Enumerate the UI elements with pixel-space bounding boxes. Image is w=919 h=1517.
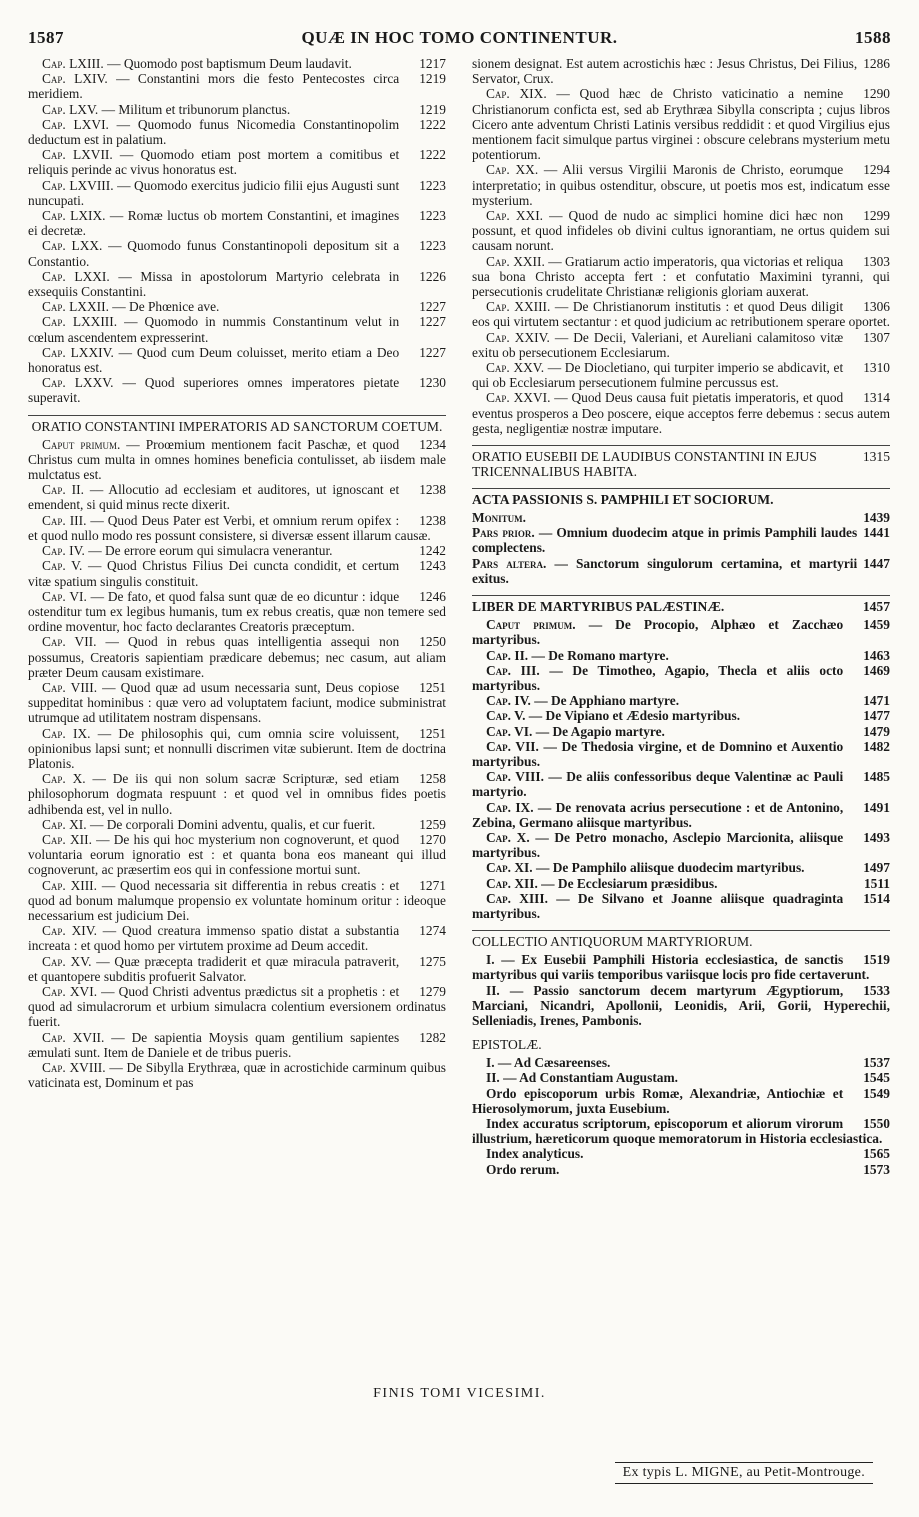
chapter-label: Cap. XVI.	[42, 983, 98, 999]
page-reference: 1565	[863, 1146, 890, 1162]
left-column	[28, 56, 446, 1090]
toc-entry	[28, 543, 446, 558]
chapter-title: — De Christianorum institutis : et quod Deus diligit eos qui virtutem sectantur : et quod judicium ac retributionem sperare oportet.	[472, 299, 890, 330]
chapter-title: — Gratiarum actio imperatoris, qua victorias et reliqua sua bona Christo accepta fert : et confutatio Maximini tyranni, qui persecutionis crudelitate Christianæ religionis gloriam auxerat.	[472, 253, 890, 300]
page-reference: 1514	[863, 890, 890, 906]
chapter-label: Cap. VIII.	[486, 769, 544, 785]
chapter-label: Cap. XVIII.	[42, 1060, 106, 1075]
chapter-label: Cap. XIV.	[42, 923, 97, 939]
toc-entry	[28, 558, 446, 588]
chapter-label: Pars altera.	[472, 555, 547, 571]
chapter-title: Ordo episcoporum urbis Romæ, Alexandriæ, Antiochiæ et Hierosolymorum, juxta Eusebium.	[472, 1085, 844, 1116]
page-reference: 1482	[863, 738, 890, 754]
chapter-label: Cap. II.	[42, 482, 84, 498]
toc-entry	[472, 86, 890, 162]
toc-entry	[472, 330, 890, 360]
page-reference: 1479	[863, 723, 890, 739]
chapter-label: Monitum.	[472, 510, 526, 526]
chapter-label: I.	[486, 1055, 495, 1071]
page-reference: 1441	[863, 525, 890, 541]
chapter-title: — De Decii, Valeriani, et Aureliani calamitoso vitæ exitu ob persecutionem Ecclesiarum.	[472, 329, 844, 360]
chapter-title: — Constantini mors die festo Pentecostes circa meridiem.	[28, 71, 400, 102]
chapter-label: Cap. V.	[42, 558, 83, 574]
chapter-title: — De philosophis qui, cum omnia scire voluissent, opinionibus lapsi sunt; et nonnulli discrimen vitæ subierunt. Item de doctrina Platonis.	[28, 725, 446, 771]
chapter-title: — Quod superiores omnes imperatores pietate superavit.	[28, 375, 400, 406]
page-reference: 1274	[419, 923, 446, 939]
chapter-label: Cap. LXVIII.	[42, 177, 114, 193]
page-reference: 1258	[419, 771, 446, 787]
page-number-right: 1588	[855, 28, 891, 47]
chapter-label: Pars prior.	[472, 525, 535, 541]
page-reference: 1549	[863, 1085, 890, 1101]
page-reference: 1315	[862, 449, 890, 465]
toc-entry	[28, 375, 446, 405]
chapter-title: — Quomodo exercitus judicio filii ejus Augusti sunt nuncupati.	[28, 177, 400, 208]
chapter-label: Cap. LXIV.	[42, 71, 108, 87]
chapter-label: Cap. LXIX.	[42, 208, 106, 224]
toc-entry	[28, 345, 446, 375]
page-reference: 1471	[863, 693, 890, 709]
toc-entry	[472, 1146, 890, 1161]
running-title: QUÆ IN HOC TOMO CONTINENTUR.	[301, 28, 618, 47]
page-reference: 1251	[419, 725, 446, 741]
page-reference: 1223	[419, 177, 446, 193]
page-reference: 1230	[419, 375, 446, 391]
page-reference: 1447	[863, 555, 890, 571]
page-reference: 1242	[419, 543, 446, 559]
page-reference: 1286	[863, 56, 890, 71]
page-reference: 1573	[863, 1161, 890, 1177]
page-reference: 1550	[863, 1115, 890, 1131]
chapter-title: — Quomodo in nummis Constantinum velut in cœlum ascendentem expresserint.	[28, 314, 400, 345]
chapter-label: I.	[486, 952, 495, 968]
chapter-label: Cap. III.	[42, 512, 87, 528]
toc-entry	[28, 680, 446, 726]
chapter-label: Cap. XVII.	[42, 1029, 105, 1045]
toc-entry	[472, 1070, 890, 1085]
toc-entry	[472, 510, 890, 525]
chapter-label: II.	[486, 1070, 500, 1086]
section-heading	[472, 445, 890, 479]
chapter-title: — De Apphiano martyre.	[534, 693, 680, 709]
chapter-title: — Quod cum Deum coluisset, merito etiam a Deo honoratus est.	[28, 344, 400, 376]
chapter-label: Cap. VIII.	[42, 679, 98, 695]
page-reference: 1457	[862, 599, 890, 615]
chapter-label: Cap. XXIII.	[486, 299, 551, 315]
page-reference: 1222	[419, 147, 446, 163]
page-reference: 1533	[863, 982, 890, 998]
toc-entry	[472, 617, 890, 647]
chapter-title: — Quod creatura immenso spatio distat a substantia increata : et quod homo per virtutem proxime ad Deum accedit.	[28, 923, 400, 954]
section-heading	[472, 930, 890, 949]
chapter-label: Cap. IX.	[42, 725, 91, 741]
chapter-title: — Passio sanctorum decem martyrum Ægyptiorum, Marciani, Nicandri, Apollonii, Leonidis, Arii, Gorii, Hyperechii, Selleniadis, Irenes, Pambonis.	[472, 982, 890, 1028]
chapter-title: — Quod Deus Pater est Verbi, et omnium rerum opifex : et quod nullo modo res possunt consistere, si diversæ essent illarum causæ.	[28, 512, 431, 543]
toc-entry	[28, 208, 446, 238]
toc-entry	[472, 1055, 890, 1070]
chapter-title: — Ex Eusebii Pamphili Historia ecclesiastica, de sanctis martyribus qui variis temporibus variisque locis pro fide certaverunt.	[472, 952, 870, 983]
chapter-label: Cap. LXVI.	[42, 116, 109, 132]
toc-entry	[472, 648, 890, 663]
toc-entry	[28, 817, 446, 832]
page-reference: 1217	[419, 56, 446, 71]
chapter-title: — De errore eorum qui simulacra venerantur.	[88, 543, 333, 559]
chapter-title: — Quod necessaria sit differentia in rebus creatis : et quod ad bonum malumque propensio ex voluntate hominum oritur : ideoque necessarium est judicium Dei.	[28, 877, 446, 923]
chapter-label: Cap. II.	[486, 647, 529, 663]
section-heading-text: ORATIO CONSTANTINI IMPERATORIS AD SANCTORUM COETUM.	[31, 418, 443, 434]
chapter-title: — Quæ præcepta tradiderit et quæ miracula patraverit, et quantopere subditis profuerit Salvator.	[28, 953, 400, 984]
toc-entry	[28, 238, 446, 268]
chapter-title: — De Petro monacho, Asclepio Marcionita, aliisque martyribus.	[472, 829, 844, 861]
section-heading	[472, 1037, 890, 1052]
page-reference: 1251	[419, 679, 446, 695]
chapter-label: Cap. LXXV.	[42, 375, 114, 391]
chapter-title: — De Pamphilo aliisque duodecim martyribus.	[535, 860, 805, 876]
chapter-title: — De Diocletiano, qui turpiter imperio se abdicavit, et qui ob Ecclesiarum persecutionem fulmine percussus est.	[472, 360, 844, 391]
chapter-label: Cap. VI.	[486, 723, 533, 739]
chapter-title: — Sanctorum singulorum certamina, et martyrii exitus.	[472, 555, 858, 586]
chapter-label: Cap. XXVI.	[486, 390, 551, 406]
chapter-title: — De Phœnice ave.	[112, 299, 220, 315]
chapter-title: sionem designat. Est autem acrostichis hæc : Jesus Christus, Dei Filius, Servator, Crux.	[472, 56, 858, 87]
printer-imprint: Ex typis L. MIGNE, au Petit-Montrouge.	[615, 1462, 873, 1484]
toc-entry	[472, 724, 890, 739]
chapter-title: — Quod hæc de Christo vaticinatio a nemine Christianorum conficta est, sed ab Erythræa Sibylla conscripta ; cujus libros Cicero ante adventum Christi Latinis versibus reddidit : et quod Virgilius ejus mentionem facit simulque partus virginei : obscure celebrans mysterium metu potentiorum.	[472, 86, 890, 163]
chapter-label: Cap. XII.	[486, 875, 538, 891]
section-heading-text: COLLECTIO ANTIQUORUM MARTYRIORUM.	[472, 934, 753, 950]
chapter-label: Cap. LXXIII.	[42, 314, 118, 330]
chapter-label: Cap. IV.	[42, 543, 85, 559]
toc-entry	[472, 800, 890, 830]
chapter-title: — Omnium duodecim atque in primis Pamphili laudes complectens.	[472, 525, 858, 556]
chapter-title: — Quod quæ ad usum necessaria sunt, Deus copiose suppeditat hominibus : quæ vero ad voluptatem faciunt, modice subministrat utrumque ad utilitatem nostram dispensans.	[28, 679, 446, 726]
chapter-label: Cap. LXV.	[42, 101, 99, 117]
toc-entry	[472, 299, 890, 329]
chapter-title: — Allocutio ad ecclesiam et auditores, ut ignoscant et emendent, si quid minus recte dixerit.	[28, 482, 400, 513]
toc-entry	[28, 147, 446, 177]
toc-entry	[472, 830, 890, 860]
chapter-label: Cap. X.	[486, 829, 530, 845]
chapter-label: Cap. XIII.	[486, 890, 548, 906]
toc-entry	[472, 663, 890, 693]
section-heading-text: ORATIO EUSEBII DE LAUDIBUS CONSTANTINI IN EJUS TRICENNALIBUS HABITA.	[472, 449, 817, 480]
page-reference: 1299	[863, 208, 890, 224]
toc-entry	[28, 726, 446, 772]
page-reference: 1306	[863, 299, 890, 315]
toc-entry	[28, 314, 446, 344]
chapter-label: Cap. XV.	[42, 953, 92, 969]
chapter-label: Cap. XXI.	[486, 208, 544, 224]
toc-entry	[472, 1116, 890, 1146]
page-reference: 1219	[419, 71, 446, 87]
chapter-title: — Quod Deus causa fuit pietatis imperatoris, et quod eventus prosperos a Deo poscere, eique acceptos ferre debemus : secus autem gesta, negligentiæ nostræ imputare.	[472, 390, 890, 436]
toc-entry	[28, 634, 446, 680]
section-heading	[472, 488, 890, 507]
chapter-label: Cap. XIX.	[486, 86, 547, 102]
toc-entry	[28, 984, 446, 1030]
toc-entry	[28, 954, 446, 984]
page-reference: 1223	[419, 238, 446, 254]
toc-entry	[472, 360, 890, 390]
page-reference: 1497	[863, 860, 890, 876]
toc-entry	[472, 525, 890, 555]
page-header	[28, 28, 891, 56]
chapter-label: Cap. XII.	[42, 831, 92, 847]
chapter-label: Cap. III.	[486, 662, 540, 678]
chapter-label: Cap. XXV.	[486, 360, 545, 376]
chapter-label: Cap. XIII.	[42, 877, 97, 893]
page-reference: 1282	[419, 1029, 446, 1045]
toc-entry	[28, 1030, 446, 1060]
page-reference: 1519	[863, 952, 890, 968]
page-reference: 1246	[419, 588, 446, 604]
chapter-title: — De Thedosia virgine, et de Domnino et Auxentio martyribus.	[472, 738, 844, 769]
chapter-label: Caput primum.	[486, 617, 576, 633]
chapter-label: Cap. LXXII.	[42, 299, 109, 315]
page-reference: 1227	[419, 344, 446, 360]
page-reference: 1294	[863, 162, 890, 178]
page-reference: 1270	[419, 831, 446, 847]
page-reference: 1250	[419, 634, 446, 650]
section-heading-text: ACTA PASSIONIS S. PAMPHILI ET SOCIORUM.	[472, 492, 774, 508]
toc-entry	[28, 482, 446, 512]
toc-entry	[472, 708, 890, 723]
page-reference: 1307	[863, 329, 890, 345]
chapter-label: Cap. XI.	[42, 816, 87, 832]
toc-entry	[28, 771, 446, 817]
page-reference: 1227	[419, 299, 446, 315]
chapter-title: — De renovata acrius persecutione : et de Antonino, Zebina, Germano aliisque martyribus.	[472, 799, 844, 830]
page-reference: 1222	[419, 116, 446, 132]
page-number-left: 1587	[28, 28, 64, 47]
toc-entry	[472, 162, 890, 208]
finis-line: FINIS TOMI VICESIMI.	[373, 1386, 546, 1401]
chapter-title: — Romæ luctus ob mortem Constantini, et imagines ei decretæ.	[28, 208, 400, 239]
toc-entry	[472, 952, 890, 982]
chapter-title: — Quomodo etiam post mortem a comitibus et reliquis perinde ac vivus honoratus est.	[28, 147, 400, 178]
page-reference: 1303	[863, 253, 890, 269]
chapter-title: — Militum et tribunorum planctus.	[101, 101, 291, 117]
right-column	[472, 56, 890, 1177]
chapter-label: II.	[486, 982, 500, 998]
page-reference: 1511	[863, 875, 890, 891]
page-reference: 1469	[863, 662, 890, 678]
toc-entry	[28, 117, 446, 147]
chapter-title: — De his qui hoc mysterium non cognoverunt, et quod voluntaria eorum ignoratio est : et quanta bona eos maneant qui illud cognoverunt, ac præsertim eos qui in confessione mortui sunt.	[28, 831, 446, 878]
chapter-title: — Quod Christi adventus prædictus sit a prophetis : et quod ad simulacrorum et urbium simulacra colentium eversionem ordinatus fuerit.	[28, 983, 446, 1030]
chapter-title: — De Agapio martyre.	[535, 723, 665, 739]
page-reference: 1227	[419, 314, 446, 330]
page-reference: 1545	[863, 1070, 890, 1086]
page-reference: 1310	[863, 360, 890, 376]
section-heading-text: LIBER DE MARTYRIBUS PALÆSTINÆ.	[472, 599, 725, 615]
toc-entry	[472, 739, 890, 769]
chapter-title: — Quod Christus Filius Dei cuncta condidit, et certum vitæ spatium singulis constituit.	[28, 558, 400, 589]
page-reference: 1439	[863, 510, 890, 526]
chapter-title: — De Timotheo, Agapio, Thecla et aliis octo martyribus.	[472, 662, 844, 693]
page-reference: 1491	[863, 799, 890, 815]
chapter-label: Cap. IV.	[486, 693, 531, 709]
toc-entry	[28, 437, 446, 483]
chapter-label: Cap. LXVII.	[42, 147, 113, 163]
chapter-title: — De iis qui non solum sacræ Scripturæ, sed etiam philosophorum dogmata respuunt : et quod vel in omnibus fides poetis adhibenda est, vel in nullo.	[28, 771, 446, 817]
toc-entry	[472, 56, 890, 86]
chapter-title: — Quod de nudo ac simplici homine dici hæc non possunt, et quod infideles ob divini cultus ignorantiam, ne ortus quidem sui causam norunt.	[472, 208, 890, 254]
page-reference: 1259	[419, 816, 446, 832]
toc-entry	[472, 693, 890, 708]
chapter-label: Cap. VII.	[42, 634, 97, 650]
chapter-label: Cap. V.	[486, 708, 526, 724]
page-reference: 1314	[863, 390, 890, 406]
page-reference: 1238	[419, 512, 446, 528]
toc-entry	[28, 1060, 446, 1090]
chapter-title: — Quomodo funus Nicomedia Constantinopolim deductum est in palatium.	[28, 116, 400, 148]
toc-entry	[472, 254, 890, 300]
chapter-title: — Alii versus Virgilii Maronis de Christo, eorumque interpretatio; in quibus ostenditur, obscure, ut poetis mos est, indicatum esse mysterium.	[472, 162, 890, 208]
chapter-title: — Quod in rebus quas intelligentia assequi non possumus, Creatoris sapientiam prædicare debemus; nec casum, aut aliam præter Deum causam existimare.	[28, 634, 446, 680]
chapter-label: Cap. VI.	[42, 588, 87, 604]
chapter-title: — Proœmium mentionem facit Paschæ, et quod Christus cum multa in omnes homines beneficia contulisset, ab iisdem male mulctatus est.	[28, 436, 446, 483]
chapter-title: — De Procopio, Alphæo et Zacchæo martyribus.	[472, 617, 844, 648]
section-heading	[472, 595, 890, 614]
page-reference: 1463	[863, 647, 890, 663]
toc-entry	[28, 832, 446, 878]
chapter-label: Cap. LXXI.	[42, 268, 110, 284]
page-reference: 1485	[863, 769, 890, 785]
toc-entry	[28, 513, 446, 543]
toc-entry	[28, 56, 446, 71]
chapter-label: Cap. XI.	[486, 860, 533, 876]
chapter-label: Cap. VII.	[486, 738, 539, 754]
page-reference: 1459	[863, 617, 890, 633]
chapter-title: Index analyticus.	[486, 1146, 584, 1162]
page-reference: 1238	[419, 482, 446, 498]
toc-entry	[28, 589, 446, 635]
toc-entry	[472, 769, 890, 799]
chapter-title: — De corporali Domini adventu, qualis, et cur fuerit.	[89, 816, 376, 832]
page-reference: 1219	[419, 101, 446, 117]
chapter-title: — Missa in apostolorum Martyrio celebrata in exsequiis Constantini.	[28, 268, 400, 300]
chapter-title: — De aliis confessoribus deque Valentinæ ac Pauli martyrio.	[472, 769, 844, 800]
toc-entry	[28, 102, 446, 117]
toc-entry	[28, 923, 446, 953]
page-reference: 1275	[419, 953, 446, 969]
chapter-title: — De Vipiano et Ædesio martyribus.	[528, 708, 741, 724]
section-heading-text: EPISTOLÆ.	[472, 1037, 542, 1053]
toc-entry	[28, 878, 446, 924]
toc-entry	[472, 876, 890, 891]
chapter-label: Cap. XXIV.	[486, 329, 550, 345]
page-reference: 1271	[419, 877, 446, 893]
toc-entry	[472, 1162, 890, 1177]
chapter-label: Cap. LXXIV.	[42, 344, 114, 360]
chapter-label: Cap. XX.	[486, 162, 539, 178]
chapter-title: — De Silvano et Joanne aliisque quadraginta martyribus.	[472, 890, 844, 921]
chapter-label: Cap. X.	[42, 771, 86, 787]
page-reference: 1234	[419, 436, 446, 452]
chapter-label: Caput primum.	[42, 436, 121, 452]
chapter-title: — Ad Cæsareenses.	[497, 1055, 611, 1071]
toc-entry	[472, 891, 890, 921]
toc-entry	[472, 860, 890, 875]
chapter-title: — De Sibylla Erythræa, quæ in acrostichide carminum quibus vaticinata est, Dominum et pas	[28, 1060, 446, 1091]
chapter-label: Cap. XXII.	[486, 253, 545, 269]
page-reference: 1477	[863, 708, 890, 724]
chapter-label: Cap. LXIII.	[42, 56, 104, 71]
chapter-title: — De fato, et quod falsa sunt quæ de eo dicuntur : idque ostenditur tum ex legibus humanis, tum ex rebus creatis, quæ non temere sed ordine moventur, hoc facto declarantes Creatoris præceptum.	[28, 588, 446, 635]
page-reference: 1226	[419, 268, 446, 284]
chapter-title: — De sapientia Moysis quam gentilium sapientes æmulati sunt. Item de Daniele et de tribus pueris.	[28, 1029, 400, 1060]
page-reference: 1290	[863, 86, 890, 102]
chapter-title: — Quomodo post baptismum Deum laudavit.	[107, 56, 352, 71]
chapter-title: — Quomodo funus Constantinopoli depositum sit a Constantio.	[28, 238, 400, 269]
section-heading	[28, 415, 446, 434]
toc-entry	[28, 269, 446, 299]
chapter-title: — De Romano martyre.	[531, 647, 669, 663]
toc-entry	[472, 208, 890, 254]
toc-entry	[472, 983, 890, 1029]
toc-entry	[472, 1086, 890, 1116]
chapter-label: Cap. IX.	[486, 799, 534, 815]
page-reference: 1243	[419, 558, 446, 574]
chapter-title: Ordo rerum.	[486, 1161, 560, 1177]
chapter-title: Index accuratus scriptorum, episcoporum et aliorum virorum illustrium, hæreticorum quoque memoratorum in Historia ecclesiastica.	[472, 1115, 883, 1147]
toc-entry	[472, 390, 890, 436]
chapter-label: Cap. LXX.	[42, 238, 103, 254]
page-reference: 1279	[419, 983, 446, 999]
toc-entry	[28, 178, 446, 208]
chapter-title: — De Ecclesiarum præsidibus.	[541, 875, 718, 891]
chapter-title: — Ad Constantiam Augustam.	[503, 1070, 678, 1086]
page-reference: 1537	[863, 1055, 890, 1071]
page-reference: 1223	[419, 208, 446, 224]
toc-entry	[28, 71, 446, 101]
page-reference: 1493	[863, 829, 890, 845]
toc-entry	[28, 299, 446, 314]
toc-entry	[472, 556, 890, 586]
